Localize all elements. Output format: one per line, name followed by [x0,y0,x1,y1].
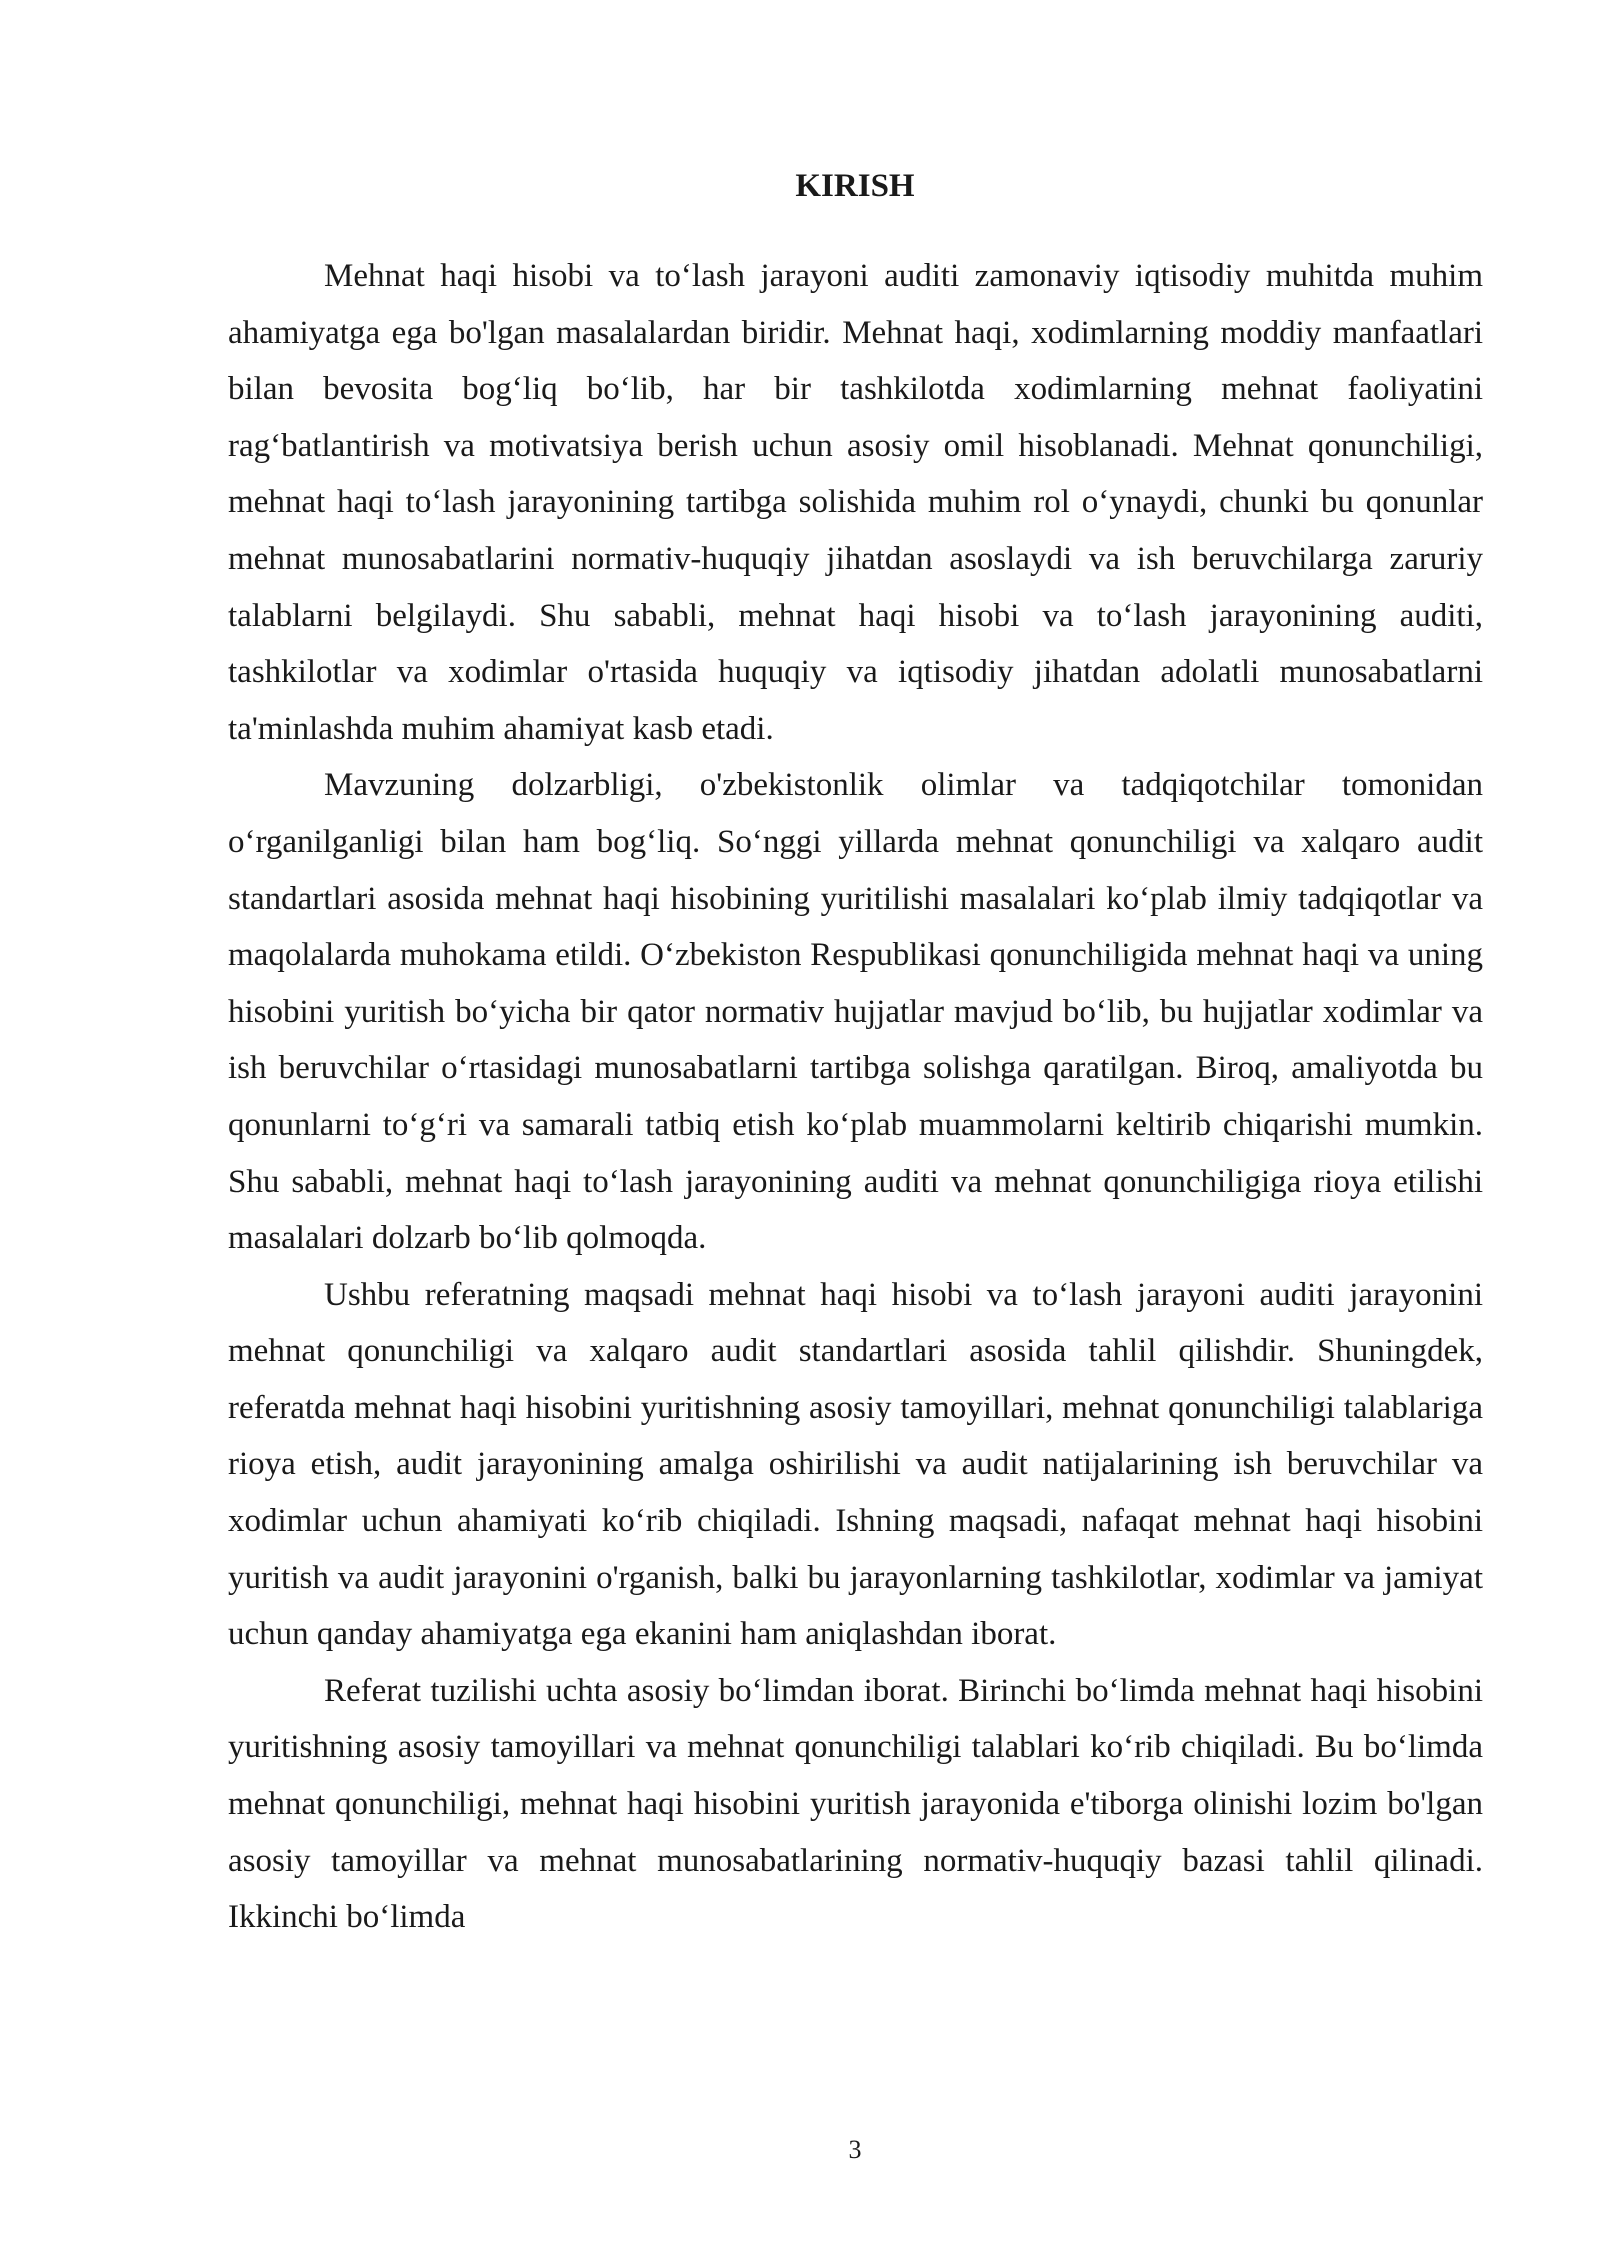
paragraph-4: Referat tuzilishi uchta asosiy bo‘limdan iborat. Birinchi bo‘limda mehnat haqi hisobini yuritishning asosiy tamoyillari va mehnat qonunchiligi talablari ko‘rib chiqiladi. Bu bo‘limda mehnat qonunchiligi, mehnat haqi hisobini yuritish jarayonida e'tiborga olinishi lozim bo'lgan asosiy tamoyillar va mehnat munosabatlarining normativ-huquqiy bazasi tahlil qilinadi. Ikkinchi bo‘limda [228,1672,1483,1936]
page-number: 3 [848,2135,862,2164]
paragraph-1: Mehnat haqi hisobi va to‘lash jarayoni auditi zamonaviy iqtisodiy muhitda muhim ahamiyatga ega bo'lgan masalalardan biridir. Mehnat haqi, xodimlarning moddiy manfaatlari bilan bevosita bog‘liq bo‘lib, har bir tashkilotda xodimlarning mehnat faoliyatini rag‘batlantirish va motivatsiya berish uchun asosiy omil hisoblanadi. Mehnat qonunchiligi, mehnat haqi to‘lash jarayonining tartibga solishida muhim rol o‘ynaydi, chunki bu qonunlar mehnat munosabatlarini normativ-huquqiy jihatdan asoslaydi va ish beruvchilarga zaruriy talablarni belgilaydi. Shu sababli, mehnat haqi hisobi va to‘lash jarayonining auditi, tashkilotlar va xodimlar o'rtasida huquqiy va iqtisodiy jihatdan adolatli munosabatlarni ta'minlashda muhim ahamiyat kasb etadi. [228,258,1483,747]
paragraph-2: Mavzuning dolzarbligi, o'zbekistonlik olimlar va tadqiqotchilar tomonidan o‘rganilganligi bilan ham bog‘liq. So‘nggi yillarda mehnat qonunchiligi va xalqaro audit standartlari asosida mehnat haqi hisobining yuritilishi masalalari ko‘plab ilmiy tadqiqotlar va maqolalarda muhokama etildi. O‘zbekiston Respublikasi qonunchiligida mehnat haqi va uning hisobini yuritish bo‘yicha bir qator normativ hujjatlar mavjud bo‘lib, bu hujjatlar xodimlar va ish beruvchilar o‘rtasidagi munosabatlarni tartibga solishga qaratilgan. Biroq, amaliyotda bu qonunlarni to‘g‘ri va samarali tatbiq etish ko‘plab muammolarni keltirib chiqarishi mumkin. Shu sababli, mehnat haqi to‘lash jarayonining auditi va mehnat qonunchiligiga rioya etilishi masalalari dolzarb bo‘lib qolmoqda. [228,767,1483,1257]
paragraph-3: Ushbu referatning maqsadi mehnat haqi hisobi va to‘lash jarayoni auditi jarayonini mehnat qonunchiligi va xalqaro audit standartlari asosida tahlil qilishdir. Shuningdek, referatda mehnat haqi hisobini yuritishning asosiy tamoyillari, mehnat qonunchiligi talablariga rioya etish, audit jarayonining amalga oshirilishi va audit natijalarining ish beruvchilar va xodimlar uchun ahamiyati ko‘rib chiqiladi. Ishning maqsadi, nafaqat mehnat haqi hisobini yuritish va audit jarayonini o'rganish, balki bu jarayonlarning tashkilotlar, xodimlar va jamiyat uchun qanday ahamiyatga ega ekanini ham aniqlashdan iborat. [228,1276,1483,1653]
page-title: KIRISH [795,168,915,204]
document-body [228,248,1483,1946]
